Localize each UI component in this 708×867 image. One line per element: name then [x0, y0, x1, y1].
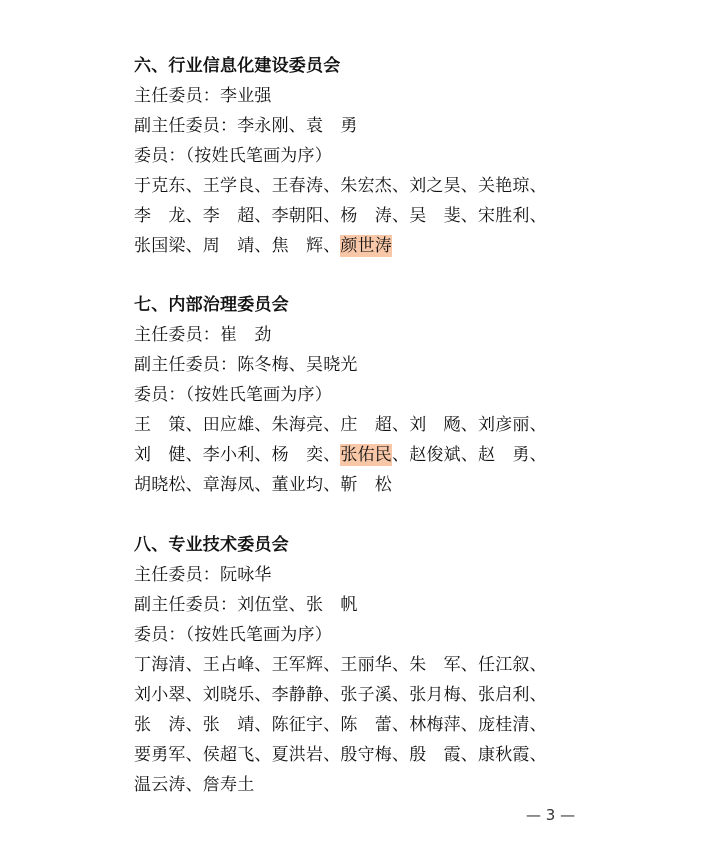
section-heading: 六、行业信息化建设委员会 — [134, 56, 341, 76]
page-number: — 3 — — [526, 806, 576, 824]
member-line: 胡晓松、章海凤、董业均、靳 松 — [134, 475, 392, 495]
member-line: 王 策、田应雄、朱海亮、庄 超、刘 飏、刘彦丽、 — [134, 415, 547, 435]
deputy-director-line: 副主任委员：陈冬梅、吴晓光 — [134, 355, 358, 375]
member-text: 、赵俊斌、赵 勇、 — [392, 445, 547, 465]
highlighted-name: 颜世涛 — [340, 236, 393, 256]
director-line: 主任委员：崔 劲 — [134, 325, 272, 345]
deputy-director-line: 副主任委员：李永刚、袁 勇 — [134, 116, 358, 136]
member-line: 刘小翠、刘晓乐、李静静、张子溪、张月梅、张启利、 — [134, 685, 547, 705]
member-line: 李 龙、李 超、李朝阳、杨 涛、吴 斐、宋胜利、 — [134, 206, 547, 226]
member-line — [134, 236, 392, 256]
members-label: 委员：（按姓氏笔画为序） — [134, 146, 332, 166]
member-line — [134, 445, 547, 465]
member-line: 于克东、王学良、王春涛、朱宏杰、刘之昊、关艳琼、 — [134, 176, 547, 196]
members-label: 委员：（按姓氏笔画为序） — [134, 625, 332, 645]
member-line: 要勇军、侯超飞、夏洪岩、殷守梅、殷 霞、康秋霞、 — [134, 745, 547, 765]
section-heading: 七、内部治理委员会 — [134, 295, 289, 315]
member-line: 丁海清、王占峰、王军辉、王丽华、朱 军、任江叙、 — [134, 655, 547, 675]
member-line: 温云涛、詹寿土 — [134, 775, 255, 795]
member-line: 张 涛、张 靖、陈征宇、陈 蕾、林梅萍、庞桂清、 — [134, 715, 547, 735]
director-line: 主任委员：李业强 — [134, 86, 272, 106]
section-heading: 八、专业技术委员会 — [134, 535, 289, 555]
highlighted-name: 张佑民 — [340, 445, 393, 465]
member-text: 张国梁、周 靖、焦 辉、 — [134, 236, 341, 256]
member-text: 刘 健、李小利、杨 奕、 — [134, 445, 341, 465]
members-label: 委员：（按姓氏笔画为序） — [134, 385, 332, 405]
director-line: 主任委员：阮咏华 — [134, 565, 272, 585]
deputy-director-line: 副主任委员：刘伍堂、张 帆 — [134, 595, 358, 615]
